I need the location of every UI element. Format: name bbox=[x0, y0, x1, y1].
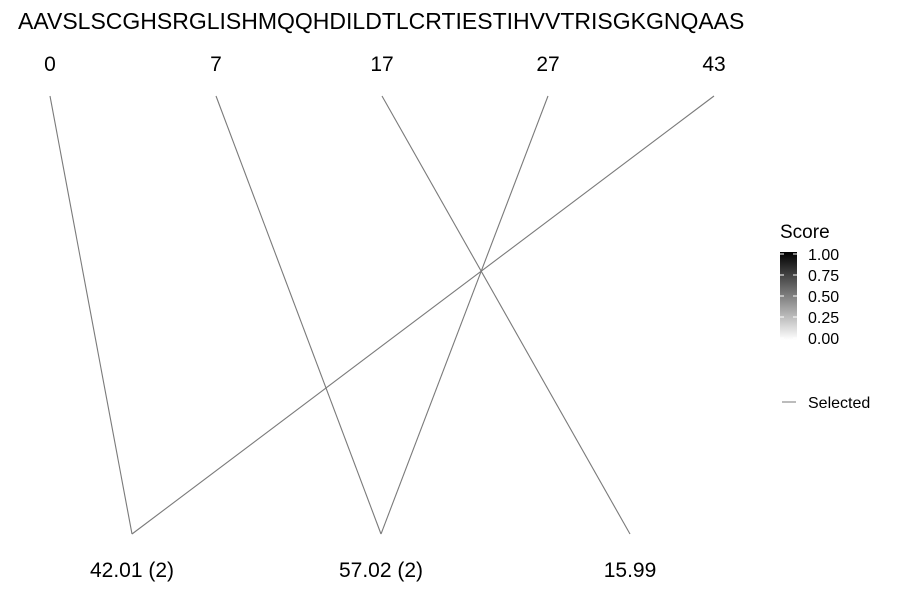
peptide-sequence: AAVSLSCGHSRGLISHMQQHDILDTLCRTIESTIHVVTRISGKGNQAAS bbox=[18, 8, 745, 34]
link-lines bbox=[50, 96, 714, 534]
link-line bbox=[382, 96, 630, 534]
legend-tick-label: 1.00 bbox=[808, 247, 840, 264]
mass-label: 57.02 (2) bbox=[338, 559, 424, 582]
legend-tick-label: 0.50 bbox=[808, 289, 840, 306]
legend-tick-label: 0.00 bbox=[808, 331, 840, 348]
link-line bbox=[381, 96, 548, 534]
legend-tick-label: 0.75 bbox=[808, 268, 840, 285]
position-label: 17 bbox=[370, 53, 394, 76]
position-label: 7 bbox=[210, 53, 222, 76]
link-line bbox=[132, 96, 714, 534]
legend bbox=[780, 222, 870, 412]
link-line bbox=[216, 96, 381, 534]
mass-labels bbox=[90, 559, 656, 582]
legend-selected-label: Selected bbox=[808, 395, 871, 412]
position-label: 27 bbox=[536, 53, 560, 76]
position-label: 43 bbox=[702, 53, 726, 76]
mass-label: 15.99 bbox=[603, 559, 657, 582]
link-line bbox=[50, 96, 132, 534]
position-labels bbox=[44, 53, 726, 76]
legend-tick-label: 0.25 bbox=[808, 310, 840, 327]
legend-title: Score bbox=[780, 222, 830, 243]
position-label: 0 bbox=[44, 53, 56, 76]
mass-label: 42.01 (2) bbox=[89, 559, 175, 582]
